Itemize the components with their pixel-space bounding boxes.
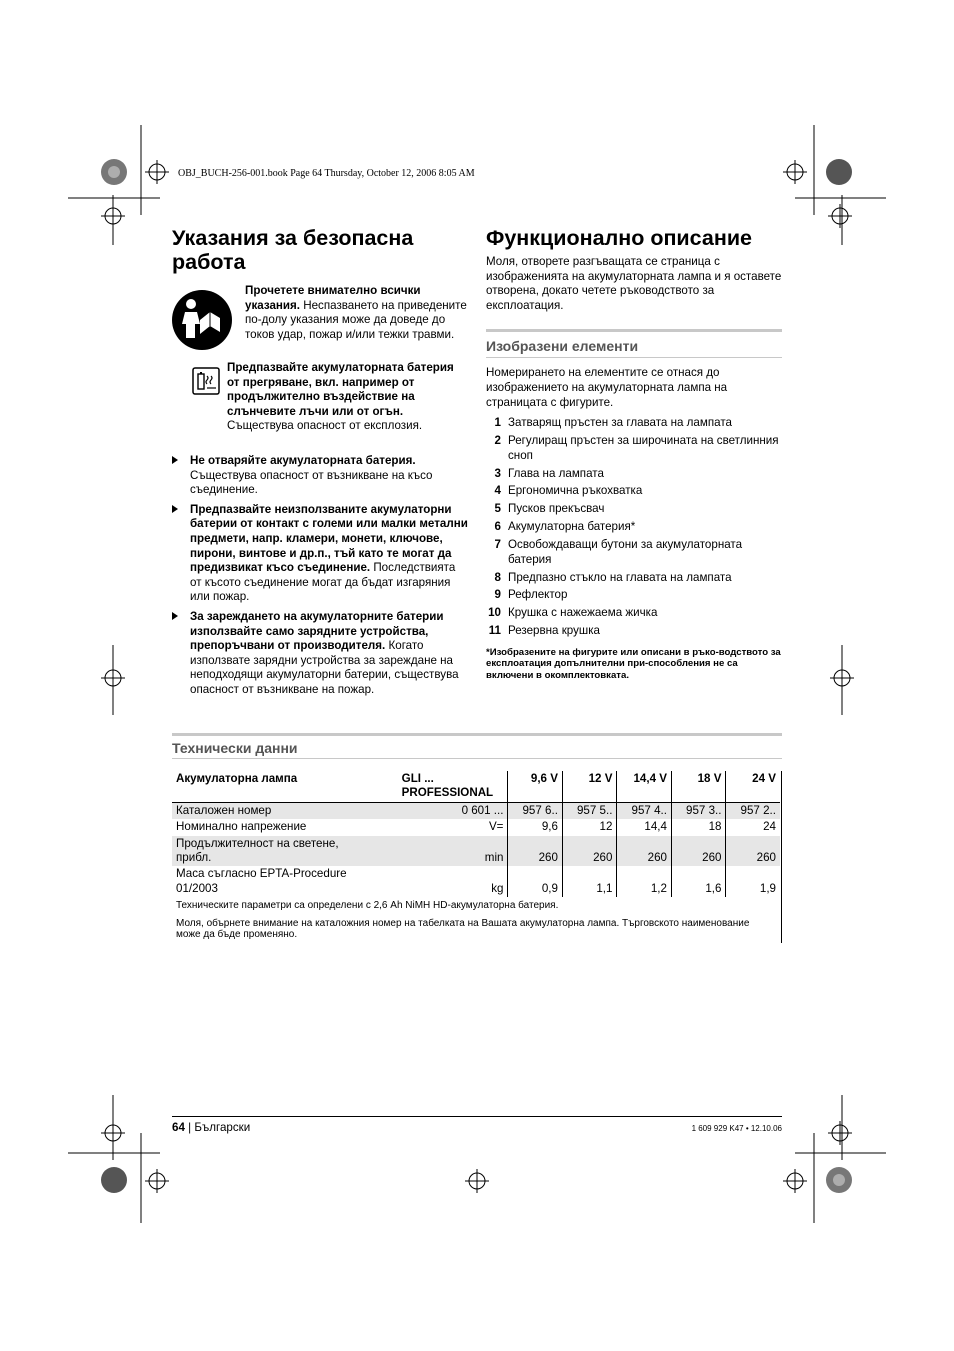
bullet-arrow-icon	[172, 456, 178, 464]
list-item: 9 Рефлектор	[494, 588, 568, 602]
safety-title-line2: работа	[172, 250, 246, 274]
elements-list	[486, 416, 782, 639]
table-header-col: 12 V	[562, 771, 616, 802]
table-row: Номинално напрежение V= 9,6 12 14,4 18 24	[172, 819, 780, 835]
list-item: 3 Глава на лампата	[494, 466, 604, 480]
list-item: 4 Ергономична ръкохватка	[494, 484, 643, 498]
battery-heat-warning-icon	[192, 367, 220, 395]
table-header-col: 24 V	[726, 771, 780, 802]
warning-overheat: Предпазвайте акумулаторната батерия от прегряване, вкл. например от продължително въздействие на слънчевите лъчи или от огън. Съществува опасност от експлозия.	[227, 361, 454, 433]
table-note-battery: Техническите параметри са определени с 2,6 Ah NiMH HD-акумулаторна батерия.	[176, 900, 559, 912]
elements-subhead: Изобразени елементи	[486, 329, 782, 358]
doc-code: 1 609 929 K47 • 12.10.06	[691, 1124, 782, 1133]
accessories-footnote: *Изобразените на фигурите или описани в ръко-водството за експлоатация допълнителни при-способления не са включени в окомплектовката.	[486, 646, 781, 681]
right-column	[486, 226, 782, 681]
function-title: Функционално описание	[486, 226, 752, 250]
bullet-item: За зареждането на акумулаторните батерии използвайте само зарядните устройства, препоръчвани от производителя. Когато използвате зарядни устройства за зареждане на неподходящи акумулаторни батерии, съществува опасност от възникване на пожар.	[172, 610, 468, 698]
bullet-item: Не отваряйте акумулаторната батерия. Съществува опасност от възникване на късо съединение.	[172, 454, 468, 498]
bullet-arrow-icon	[172, 505, 178, 513]
bullet-item: Предпазвайте неизползваните акумулаторни батерии от контакт с големи или малки метални предмети, напр. кламери, монети, ключове, пирони, винтове и др.п., тъй като те могат да предизвикат късо съединение. Последствията от късото съединение могат да бъдат изгаряния или пожар.	[172, 503, 468, 605]
numbering-note: Номерирането на елементите се отнася до изображението на акумулаторната лампа на страницата с фигурите.	[486, 366, 728, 409]
tech-data-section	[172, 733, 782, 943]
list-item: 7 Освобождаващи бутони за акумулаторната батерия	[494, 538, 743, 566]
list-item: 6 Акумулаторна батерия*	[494, 520, 636, 534]
table-header-col: 9,6 V	[508, 771, 562, 802]
list-item: 5 Пусков прекъсвач	[494, 502, 605, 516]
bullet-arrow-icon	[172, 612, 178, 620]
safety-title-line1: Указания за безопасна	[172, 226, 414, 250]
table-row: Продължителност на светене, прибл. min 260 260 260 260 260	[172, 836, 780, 867]
safety-title	[172, 226, 468, 274]
list-item: 1 Затварящ пръстен за главата на лампата	[494, 416, 732, 430]
table-header-model: GLI ... PROFESSIONAL	[398, 771, 508, 802]
function-intro: Моля, отворете разгъващата се страница с изображенията на акумулаторната лампа и я оставете отворена, докато четете ръководството за експлоатация.	[486, 255, 782, 312]
left-column	[172, 226, 468, 703]
list-item: 8 Предпазно стъкло на главата на лампата	[494, 570, 732, 584]
list-item: 10 Крушка с нажежаема жичка	[488, 606, 658, 620]
table-row: Маса съгласно EPTA-Procedure 01/2003 kg 0,9 1,1 1,2 1,6 1,9	[172, 866, 780, 897]
read-manual-icon	[172, 290, 232, 350]
page-number: 64 | Български	[172, 1121, 251, 1134]
table-header-col: 18 V	[671, 771, 725, 802]
table-header-col: 14,4 V	[617, 771, 672, 802]
tech-data-table	[172, 771, 780, 897]
table-note-catalog: Моля, обърнете внимание на каталожния номер на табелката на Вашата акумулаторна лампа. Търговското наименование може да бъде променяно.	[176, 917, 750, 941]
table-header-name: Акумулаторна лампа	[172, 771, 398, 802]
list-item: 2 Регулиращ пръстен за широчината на светлинния сноп	[494, 434, 779, 462]
print-header: OBJ_BUCH-256-001.book Page 64 Thursday, October 12, 2006 8:05 AM	[178, 168, 475, 179]
tech-data-heading: Технически данни	[172, 733, 782, 759]
warning-read-instructions: Прочетете внимателно всички указания. Неспазването на приведените по-долу указания може да доведе до токов удар, пожар и/или тежки травми.	[245, 284, 467, 341]
footer	[172, 1116, 782, 1137]
table-row: Каталожен номер 0 601 ... 957 6.. 957 5.. 957 4.. 957 3.. 957 2..	[172, 802, 780, 819]
list-item: 11 Резервна крушка	[488, 624, 600, 638]
